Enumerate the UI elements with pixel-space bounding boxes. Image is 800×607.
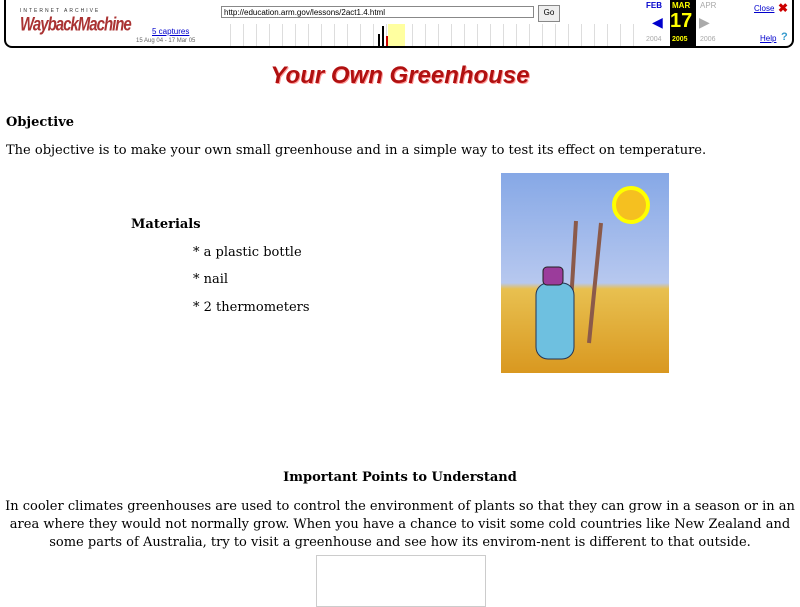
logo-top: INTERNET ARCHIVE [20,8,101,14]
url-input[interactable]: http://education.arm.gov/lessons/2act1.4.html [221,6,534,18]
material-item: * a plastic bottle [193,245,302,260]
materials-heading: Materials [131,217,201,232]
next-month: APR [700,1,717,10]
capture-bar [382,26,384,46]
current-year: 2005 [672,36,688,43]
prev-year[interactable]: 2004 [646,36,662,43]
material-item: * nail [193,272,229,287]
wayback-toolbar [4,0,794,48]
wayback-logo[interactable]: WaybackMachine [20,13,131,36]
go-button[interactable]: Go [538,5,560,22]
greenhouse-illustration [501,173,669,373]
close-icon[interactable]: ✖ [778,1,789,15]
objective-text: The objective is to make your own small greenhouse and in a simple way to test its effect on temperature. [6,143,707,158]
bottle-thermometer-drawing [501,173,669,373]
help-link[interactable]: Help [760,34,777,43]
close-link[interactable]: Close [754,4,775,13]
points-text: In cooler climates greenhouses are used to control the environment of plants so that they can grow in a season or in an area where they would not normally grow. When you have a chance to visit some cold countries like New Zealand and some parts of Australia, try to visit a greenhouse and see how its envirom-nent is different to that outside. [5,499,795,550]
capture-bar [386,36,388,46]
capture-bar [378,34,380,46]
page-title: Your Own Greenhouse [270,62,530,89]
next-year: 2006 [700,36,716,43]
next-arrow-icon: ▶ [699,14,710,30]
prev-month[interactable]: FEB [646,1,662,10]
objective-heading: Objective [6,115,75,130]
image-placeholder [316,555,486,607]
captures-link[interactable]: 5 captures [152,27,190,36]
current-day: 17 [670,10,693,32]
help-icon[interactable]: ? [781,31,788,43]
timeline-highlight [388,24,405,46]
prev-arrow-icon[interactable]: ◀ [652,14,663,30]
timeline[interactable] [218,24,644,46]
points-heading: Important Points to Understand [283,470,517,485]
current-month: MAR [672,1,691,10]
capture-range: 15 Aug 04 - 17 Mar 05 [136,38,196,44]
material-item: * 2 thermometers [193,300,310,315]
